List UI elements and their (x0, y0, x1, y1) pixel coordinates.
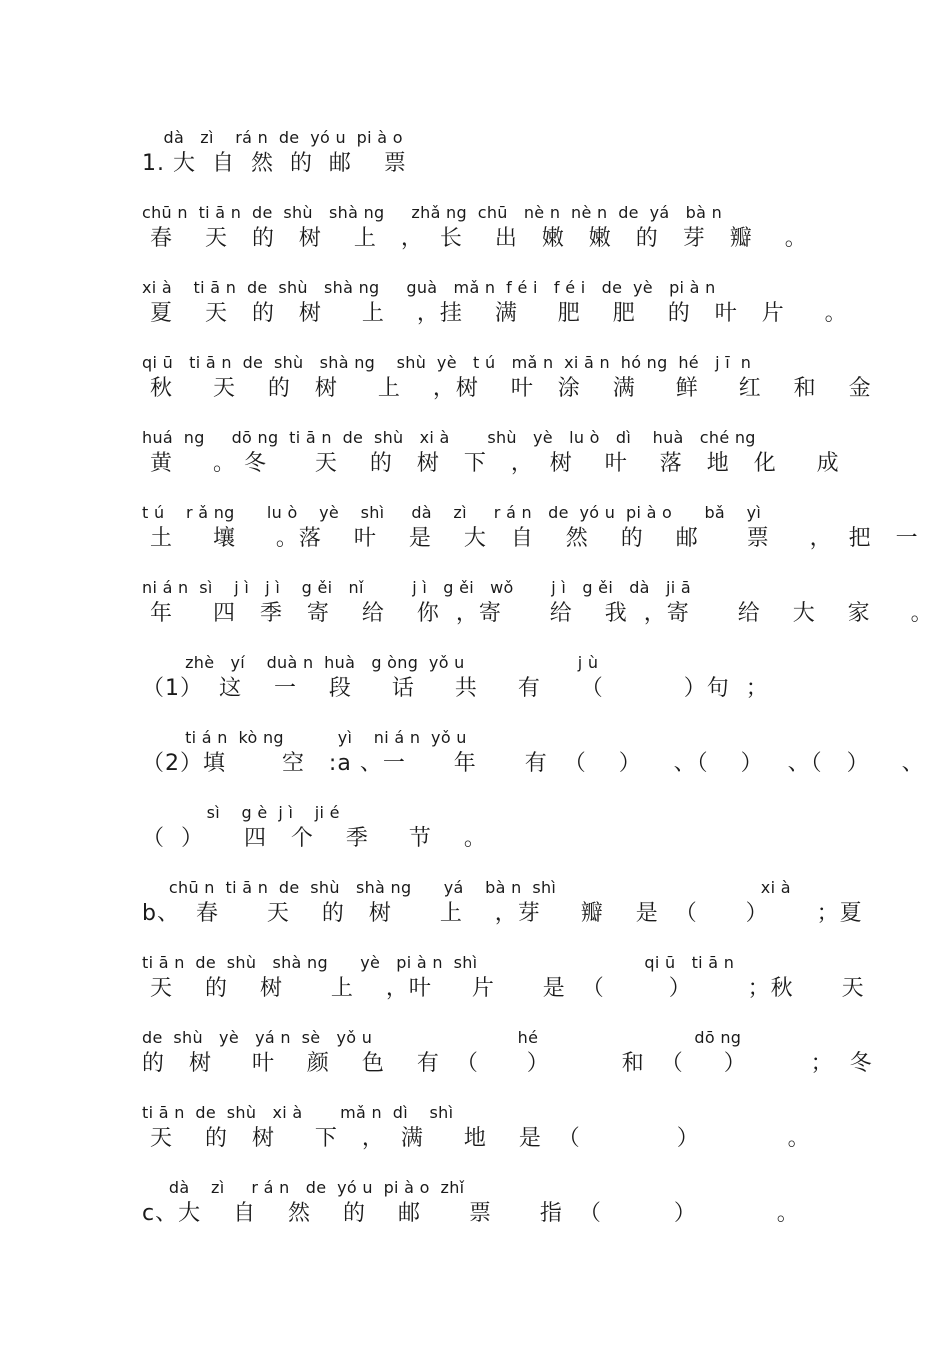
pinyin-line: de shù yè yá n sè yǒ u hé dō ng (142, 1028, 742, 1047)
pinyin-line: huá ng dō ng ti ā n de shù xi à shù yè lu ò dì huà ché ng (142, 428, 756, 447)
pinyin-line: ti ā n de shù xi à mǎ n dì shì (142, 1103, 454, 1122)
question-1 (142, 652, 817, 704)
hanzi-line: 土 壤 。落 叶 是 大 自 然 的 邮 票 ， 把 一 (142, 526, 919, 551)
pinyin-line: xi à ti ā n de shù shà ng guà mǎ n f é i f é i de yè pi à n (142, 278, 716, 297)
hanzi-line: 天 的 树 下 ， 满 地 是 （ ） 。 (142, 1126, 811, 1151)
text-line (142, 577, 934, 629)
pinyin-line: chū n ti ā n de shù shà ng zhǎ ng chū nè n nè n de yá bà n (142, 203, 723, 222)
question-2b-cont (142, 952, 865, 1004)
hanzi-line: 夏 天 的 树 上 ，挂 满 肥 肥 的 叶 片 。 (142, 301, 848, 326)
hanzi-line: b、 春 天 的 树 上 ，芽 瓣 是 （ ） ；夏 (142, 901, 863, 926)
text-line (142, 202, 817, 254)
title-line (142, 127, 817, 179)
hanzi-line: 黄 。 冬 天 的 树 下 ， 树 叶 落 地 化 成 (142, 451, 840, 476)
question-2b-cont (142, 1027, 873, 1079)
pinyin-line: chū n ti ā n de shù shà ng yá bà n shì xi à (142, 878, 791, 897)
pinyin-line: ni á n sì j ì j ì g ěi nǐ j ì g ěi wǒ j ì g ěi dà ji ā (142, 578, 691, 597)
pinyin-line: qi ū ti ā n de shù shà ng shù yè t ú mǎ n xi ā n hó ng hé j ī n (142, 353, 752, 372)
question-2b-cont (142, 1102, 817, 1154)
question-2a-cont (142, 802, 817, 854)
title: 1. 大 自 然 的 邮 票 (142, 151, 407, 176)
question-2a (142, 727, 925, 779)
question-2b (142, 877, 863, 929)
hanzi-line: 秋 天 的 树 上 ，树 叶 涂 满 鲜 红 和 金 (142, 376, 872, 401)
hanzi-line: 年 四 季 寄 给 你 ，寄 给 我 ，寄 给 大 家 。 (142, 601, 934, 626)
text-line (142, 352, 872, 404)
pinyin-line: zhè yí duà n huà g òng yǒ u j ù (142, 653, 599, 672)
pinyin-line: ti ā n de shù shà ng yè pi à n shì qi ū ti ā n (142, 953, 735, 972)
pinyin-line: t ú r ǎ ng lu ò yè shì dà zì r á n de yó u pi à o bǎ yì (142, 503, 762, 522)
question-2c (142, 1177, 817, 1229)
pinyin-line: ti á n kò ng yì ni á n yǒ u (142, 728, 467, 747)
pinyin-line: dà zì r á n de yó u pi à o zhǐ (142, 1178, 465, 1197)
hanzi-line: 的 树 叶 颜 色 有 （ ） 和 （ ） ； 冬 (142, 1051, 873, 1076)
text-line (142, 427, 840, 479)
hanzi-line: 春 天 的 树 上 ， 长 出 嫩 嫩 的 芽 瓣 。 (142, 226, 808, 251)
hanzi-line: 天 的 树 上 ，叶 片 是 （ ） ；秋 天 (142, 976, 865, 1001)
hanzi-line: （2）填 空 :a 、一 年 有 （ ） 、（ ） 、（ ） 、 (142, 751, 925, 776)
hanzi-line: （1） 这 一 段 话 共 有 （ ）句 ； (142, 676, 769, 701)
pinyin-line: dà zì rá n de yó u pi à o (142, 128, 403, 147)
text-line (142, 277, 848, 329)
hanzi-line: （ ） 四 个 季 节 。 (142, 826, 487, 851)
pinyin-line: sì g è j ì ji é (142, 803, 340, 822)
text-line (142, 502, 919, 554)
hanzi-line: c、大 自 然 的 邮 票 指 （ ） 。 (142, 1201, 800, 1226)
